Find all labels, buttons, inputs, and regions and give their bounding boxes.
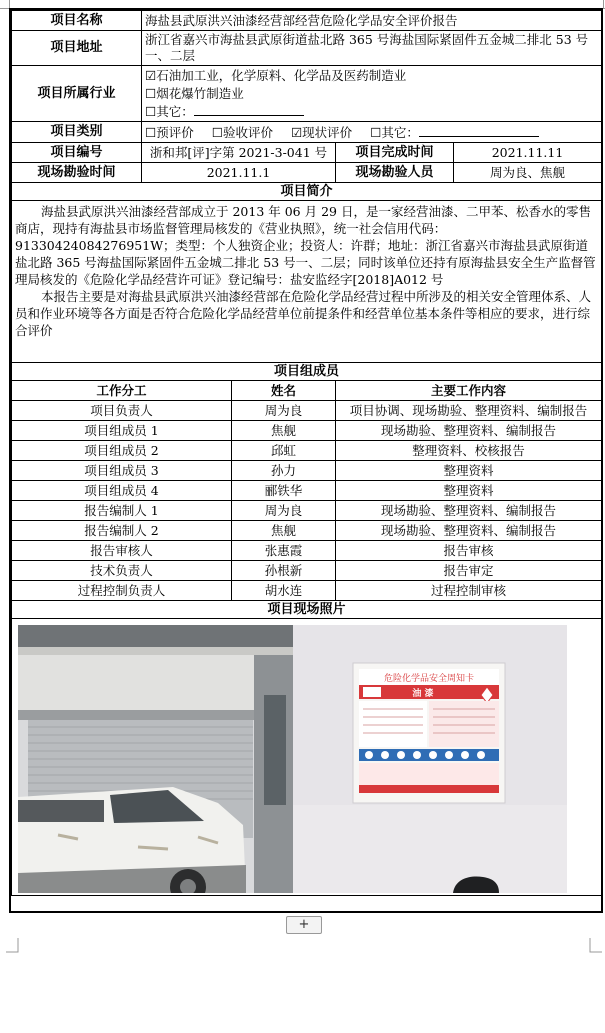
- member-name: 孙力: [232, 461, 336, 481]
- member-row: [12, 461, 602, 481]
- type-option[interactable]: ☑现状评价: [290, 124, 353, 140]
- project-name-label: 项目名称: [12, 11, 142, 31]
- evaluation-form: [9, 8, 603, 913]
- survey-time-value: 2021.11.1: [142, 163, 336, 183]
- intro-paragraph: 本报告主要是对海盐县武原洪兴油漆经营部在危险化学品经营过程中所涉及的相关安全管理体系、人员和作业环境等各方面是否符合危险化学品经营单位前提条件和经营单位基本条件等相应的要求，进行综合评价: [15, 289, 592, 338]
- checkbox-icon[interactable]: ☐: [145, 124, 157, 140]
- member-work: 项目协调、现场勘验、整理资料、编制报告: [336, 401, 602, 421]
- project-industry-options: [142, 66, 602, 122]
- member-work: 现场勘验、整理资料、编制报告: [336, 521, 602, 541]
- members-title: 项目组成员: [12, 363, 602, 381]
- member-row: [12, 581, 602, 601]
- type-option[interactable]: ☐预评价: [145, 124, 194, 140]
- finish-time-label: 项目完成时间: [336, 143, 454, 163]
- form-table: [11, 10, 602, 896]
- project-industry-label: 项目所属行业: [12, 66, 142, 122]
- project-address-value: 浙江省嘉兴市海盐县武原街道盐北路 365 号海盐国际紧固件五金城二排北 53 号一、二层: [142, 31, 602, 66]
- member-work: 现场勘验、整理资料、编制报告: [336, 421, 602, 441]
- member-role: 技术负责人: [12, 561, 232, 581]
- member-name: 胡水连: [232, 581, 336, 601]
- member-name: 张惠霞: [232, 541, 336, 561]
- finish-time-value: 2021.11.11: [454, 143, 602, 163]
- member-work: 报告审定: [336, 561, 602, 581]
- survey-staff-value: 周为良、焦舰: [454, 163, 602, 183]
- page-corner-mark: [580, 938, 602, 958]
- checkbox-icon[interactable]: ☐: [370, 124, 382, 140]
- member-work: 现场勘验、整理资料、编制报告: [336, 501, 602, 521]
- page-corner-mark: [6, 938, 28, 958]
- industry-option-other[interactable]: ☐其它：: [145, 103, 598, 121]
- member-role: 报告编制人 2: [12, 521, 232, 541]
- project-type-label: 项目类别: [12, 122, 142, 143]
- type-option[interactable]: ☐验收评价: [211, 124, 273, 140]
- member-role: 项目组成员 3: [12, 461, 232, 481]
- project-name-value: 海盐县武原洪兴油漆经营部经营危险化学品安全评价报告: [142, 11, 602, 31]
- member-work: 报告审核: [336, 541, 602, 561]
- member-row: [12, 441, 602, 461]
- members-header-role: 工作分工: [12, 381, 232, 401]
- checkbox-icon[interactable]: ☐: [145, 103, 157, 119]
- survey-staff-label: 现场勘验人员: [336, 163, 454, 183]
- member-work: 整理资料、校核报告: [336, 441, 602, 461]
- member-row: [12, 521, 602, 541]
- industry-option[interactable]: ☐烟花爆竹制造业: [145, 85, 244, 101]
- member-role: 项目组成员 2: [12, 441, 232, 461]
- storefront-photo: [18, 625, 293, 893]
- type-other-blank[interactable]: [419, 124, 539, 137]
- checkbox-checked-icon[interactable]: ☑: [290, 124, 303, 140]
- storefront-image: [18, 625, 293, 893]
- member-work: 整理资料: [336, 461, 602, 481]
- member-name: 焦舰: [232, 421, 336, 441]
- member-role: 项目组成员 4: [12, 481, 232, 501]
- add-page-button[interactable]: +: [286, 916, 322, 934]
- industry-other-blank[interactable]: [194, 103, 304, 116]
- intro-title: 项目简介: [12, 183, 602, 201]
- member-row: [12, 421, 602, 441]
- member-name: 周为良: [232, 501, 336, 521]
- photos-cell: [12, 619, 602, 896]
- project-type-options: [142, 122, 602, 143]
- member-work: 整理资料: [336, 481, 602, 501]
- safety-sign-photo: [293, 625, 567, 893]
- member-row: [12, 501, 602, 521]
- members-header-name: 姓名: [232, 381, 336, 401]
- members-header-work: 主要工作内容: [336, 381, 602, 401]
- member-role: 报告审核人: [12, 541, 232, 561]
- member-row: [12, 481, 602, 501]
- sign-title: 危险化学品安全周知卡: [383, 674, 475, 684]
- type-option-other[interactable]: ☐其它：: [370, 125, 539, 140]
- member-role: 项目负责人: [12, 401, 232, 421]
- intro-body: [12, 201, 602, 363]
- photos-title: 项目现场照片: [12, 601, 602, 619]
- member-row: [12, 401, 602, 421]
- project-address-label: 项目地址: [12, 31, 142, 66]
- safety-sign-image: [293, 625, 567, 893]
- member-name: 焦舰: [232, 521, 336, 541]
- member-role: 报告编制人 1: [12, 501, 232, 521]
- member-work: 过程控制审核: [336, 581, 602, 601]
- sign-product: 油 漆: [412, 689, 434, 699]
- checkbox-checked-icon[interactable]: ☑: [145, 67, 157, 83]
- project-number-value: 浙和邦[评]字第 2021-3-041 号: [142, 143, 336, 163]
- survey-time-label: 现场勘验时间: [12, 163, 142, 183]
- member-name: 周为良: [232, 401, 336, 421]
- member-role: 项目组成员 1: [12, 421, 232, 441]
- member-name: 孙根新: [232, 561, 336, 581]
- member-row: [12, 561, 602, 581]
- member-role: 过程控制负责人: [12, 581, 232, 601]
- checkbox-icon[interactable]: ☐: [145, 85, 157, 101]
- intro-paragraph: 海盐县武原洪兴油漆经营部成立于 2013 年 06 月 29 日，是一家经营油漆、二甲苯、松香水的零售商店，现持有海盐县市场监督管理局核发的《营业执照》，统一社会信用代码：91330424084276951W；类型：个人独资企业；投资人：许群；地址：浙江省嘉兴市海盐县武原街道盐北路 365 号海盐国际紧固件五金城二排北 53 号一、二层；同时该单位还持有原海盐县安全生产监督管理局核发的《危险化学品经营许可证》登记编号：盐安监经字[2018]A012 号: [15, 204, 596, 287]
- project-number-label: 项目编号: [12, 143, 142, 163]
- member-name: 邱虹: [232, 441, 336, 461]
- checkbox-icon[interactable]: ☐: [211, 124, 223, 140]
- industry-option[interactable]: ☑石油加工业，化学原料、化学品及医药制造业: [145, 67, 407, 83]
- member-name: 郦铁华: [232, 481, 336, 501]
- member-row: [12, 541, 602, 561]
